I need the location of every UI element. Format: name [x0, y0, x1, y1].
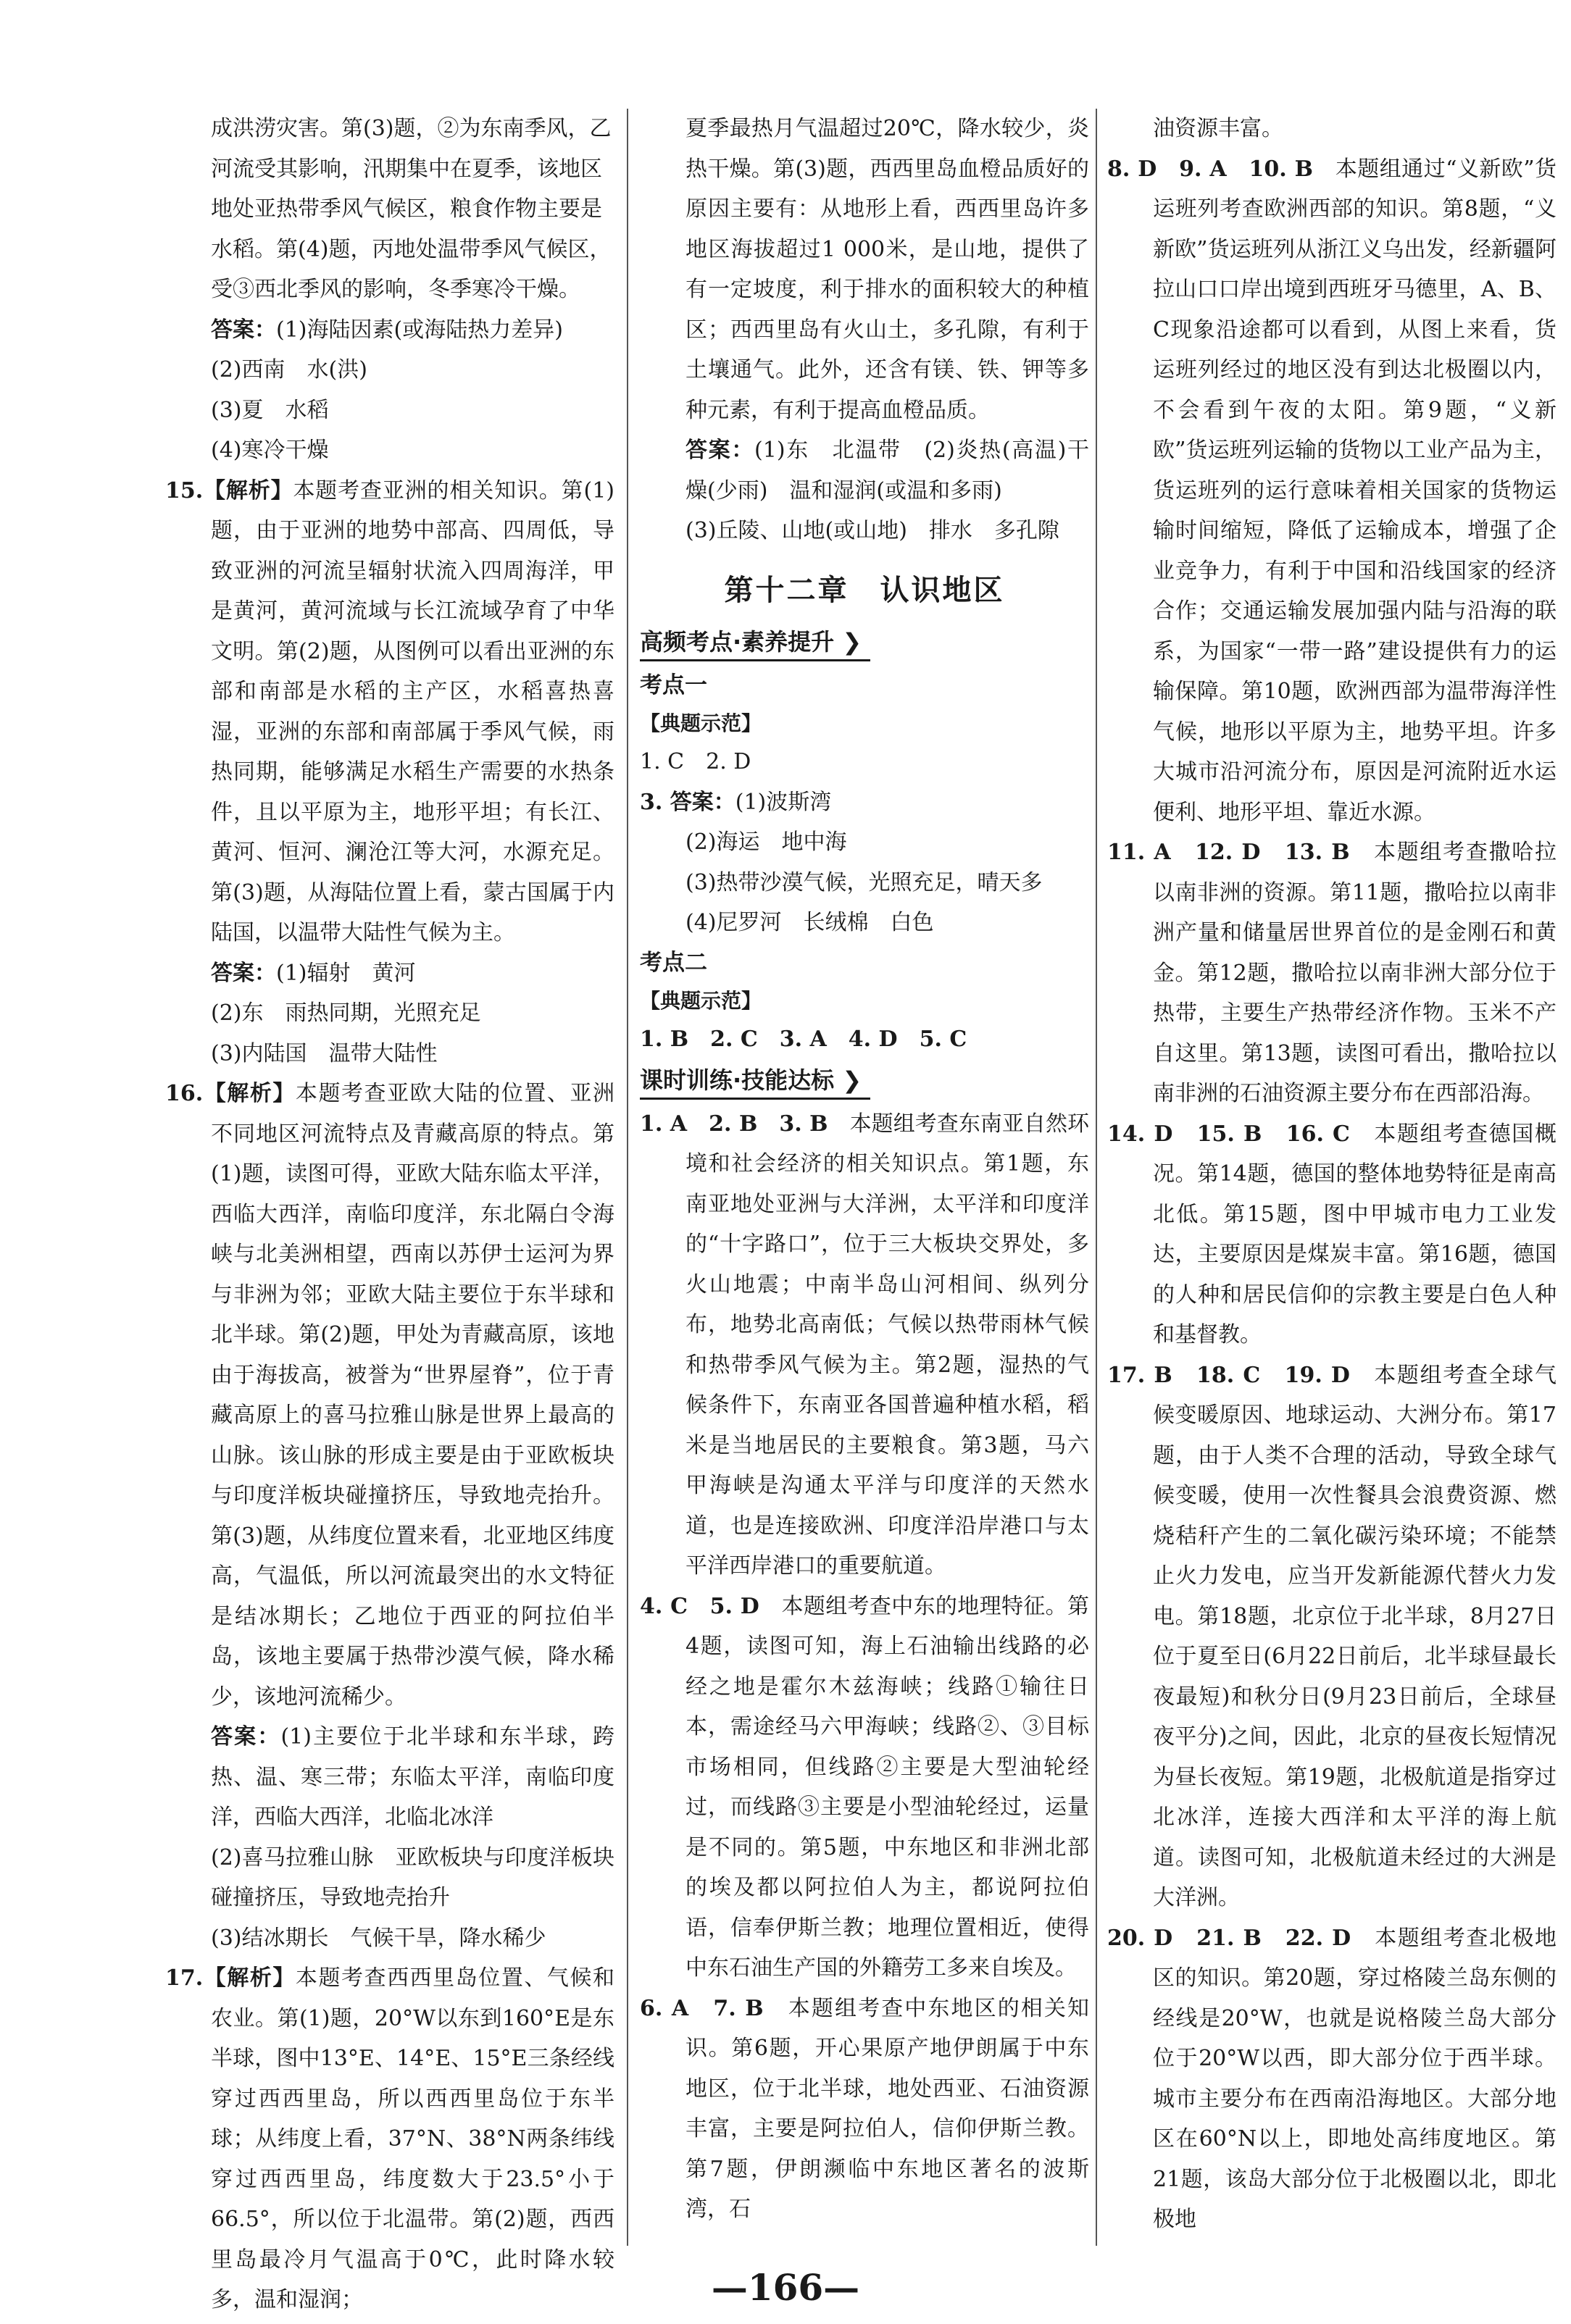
topic-heading: 考点一 [640, 672, 707, 698]
answer-label: 答案： [686, 438, 755, 463]
answer-line: (3)丘陵、山地(或山地) 排水 多孔隙 [686, 518, 1059, 543]
question-text: 本题组通过“义新欧”货运班列考查欧洲西部的知识。第8题，“义新欧”货运班列从浙江义乌出发，经新疆阿拉山口口岸出境到西班牙马德里，A、B、C现象沿途都可以看到，从图上来看，货运班列经过的地区没有到达北极圈以内，不会看到午夜的太阳。第9题，“义新欧”货运班列运输的货物以工业产品为主，货运班列的运行意味着相关国家的货物运输时间缩短，降低了运输成本，增强了企业竞争力，有利于中国和沿线国家的经济合作；交通运输发展加强内陆与沿海的联系，为国家“一带一路”建设提供有力的运输保障。第10题，欧洲西部为温带海洋性气候，地形以平原为主，地势平坦。许多大城市沿河流分布，原因是河流附近水运便利、地形平坦、靠近水源。 [1153, 156, 1557, 825]
answer-text: (1)辐射 黄河 [276, 960, 416, 986]
section-band [640, 1063, 870, 1100]
column-right [1107, 109, 1557, 2240]
text-line: 油资源丰富。 [1153, 116, 1283, 141]
example-heading: 【典题示范】 [640, 711, 762, 735]
answer-line: (4)尼罗河 长绒棉 白色 [686, 910, 934, 935]
text-line [165, 310, 614, 351]
text-line [640, 430, 1089, 511]
question-4-5 [640, 1587, 1089, 1989]
question-label: 15.【解析】 [165, 477, 293, 503]
column-divider [627, 109, 628, 2246]
question-label: 14. D 15. B 16. C [1107, 1121, 1375, 1147]
column-divider [1096, 109, 1097, 2246]
question-1-3 [640, 1104, 1089, 1587]
section-band [640, 624, 870, 661]
answer-text: (1)主要位于北半球和东半球，跨热、温、寒三带；东临太平洋，南临印度洋，西临大西洋，北临北冰洋 [211, 1724, 614, 1830]
column-left [165, 109, 614, 2320]
answer-line: 1. C 2. D [640, 749, 751, 774]
question-label: 4. C 5. D [640, 1593, 782, 1619]
question-label: 8. D 9. A 10. B [1107, 156, 1335, 182]
text-line: 夏季最热月气温超过20℃，降水较少，炎热干燥。第(3)题，西西里岛血橙品质好的原因主要有：从地形上看，西西里岛许多地区海拔超过1 000米，是山地，提供了有一定坡度，利于排水的面积较大的种植区；西西里岛有火山土，多孔隙，有利于土壤通气。此外，还含有镁、铁、钾等多种元素，有利于提高血橙品质。 [686, 116, 1089, 423]
answer-text: (1)东 北温带 (2)炎热(高温)干燥(少雨) 温和湿润(或温和多雨) [686, 438, 1089, 503]
answer-line: 1. B 2. C 3. A 4. D 5. C [640, 1027, 967, 1052]
answer-label: 答案： [211, 1724, 281, 1750]
answer-line: (3)内陆国 温带大陆性 [211, 1040, 438, 1066]
text-line [165, 1717, 614, 1838]
question-17-19 [1107, 1355, 1557, 1918]
text-line: 水稻。第(4)题，丙地处温带季风气候区， [211, 236, 612, 262]
section-title: 课时训练·技能达标 [640, 1066, 835, 1094]
example-heading: 【典题示范】 [640, 989, 762, 1013]
question-label: 16.【解析】 [165, 1081, 296, 1106]
question-text: 本题组考查中东地区的相关知识。第6题，开心果原产地伊朗属于中东地区，位于北半球，地处西亚、石油资源丰富，主要是阿拉伯人，信仰伊斯兰教。第7题，伊朗濒临中东地区著名的波斯湾，石 [686, 1995, 1089, 2222]
question-label: 3. 答案： [640, 789, 736, 815]
question-15 [165, 471, 614, 953]
answer-line: (3)夏 水稻 [211, 397, 329, 423]
answer-line: (3)结冰期长 气候干旱，降水稀少 [211, 1925, 546, 1951]
chapter-title: 第十二章 认识地区 [724, 573, 1005, 607]
question-8-10 [1107, 149, 1557, 833]
answer-line: (2)喜马拉雅山脉 亚欧板块与印度洋板块碰撞挤压，导致地壳抬升 [211, 1844, 614, 1910]
answer-line: (2)东 雨热同期，光照充足 [211, 1000, 481, 1026]
page-number: —166— [711, 2266, 860, 2309]
question-6-7 [640, 1989, 1089, 2230]
answer-line [640, 782, 1089, 823]
question-text: 本题组考查北极地区的知识。第20题，穿过格陵兰岛东侧的经线是20°W，也就是说格陵兰岛大部分位于20°W以西，即大部分位于西半球。城市主要分布在西南沿海地区。大部分地区在60°N以上，即地处高纬度地区。第21题，该岛大部分位于北极圈以北，即北极地 [1153, 1925, 1557, 2232]
chevron-right-icon: ❯ [842, 1066, 862, 1094]
question-label: 1. A 2. B 3. B [640, 1111, 850, 1137]
section-title: 高频考点·素养提升 [640, 627, 835, 656]
question-text: 本题组考查德国概况。第14题，德国的整体地势特征是南高北低。第15题，图中甲城市电力工业发达，主要原因是煤炭丰富。第16题，德国的人种和居民信仰的宗教主要是白色人种和基督教。 [1153, 1121, 1557, 1347]
question-text: 本题组考查中东的地理特征。第4题，读图可知，海上石油输出线路的必经之地是霍尔木兹海峡；线路①输往日本，需途经马六甲海峡；线路②、③目标市场相同，但线路②主要是大型油轮经过，而线路③主要是小型油轮经过，运量是不同的。第5题，中东地区和非洲北部的埃及都以阿拉伯人为主，都说阿拉伯语，信奉伊斯兰教；地理位置相近，使得中东石油生产国的外籍劳工多来自埃及。 [686, 1593, 1090, 1981]
text-line: 地处亚热带季风气候区，粮食作物主要是 [211, 196, 602, 222]
question-label: 11. A 12. D 13. B [1107, 840, 1374, 865]
text-line: 成洪涝灾害。第(3)题，②为东南季风，乙 [211, 116, 612, 141]
question-text: 本题考查亚欧大陆的位置、亚洲不同地区河流特点及青藏高原的特点。第(1)题，读图可得，亚欧大陆东临太平洋，西临大西洋，南临印度洋，东北隔白令海峡与北美洲相望，西南以苏伊士运河为界与非洲为邻；亚欧大陆主要位于东半球和北半球。第(2)题，甲处为青藏高原，该地由于海拔高，被誉为“世界屋脊”，位于青藏高原上的喜马拉雅山脉是世界上最高的山脉。该山脉的形成主要是由于亚欧板块与印度洋板块碰撞挤压，导致地壳抬升。第(3)题，从纬度位置来看，北亚地区纬度高，气温低，所以河流最突出的水文特征是结冰期长；乙地位于西亚的阿拉伯半岛，该地主要属于热带沙漠气候，降水稀少，该地河流稀少。 [211, 1081, 614, 1710]
question-20-22 [1107, 1918, 1557, 2240]
question-16 [165, 1074, 614, 1717]
column-middle [640, 109, 1089, 2230]
answer-line: (2)西南 水(洪) [211, 357, 367, 383]
question-text: 本题考查西西里岛位置、气候和农业。第(1)题，20°W以东到160°E是东半球，图中13°E、14°E、15°E三条经线穿过西西里岛，所以西西里岛位于东半球；从纬度上看，37°N、38°N两条纬线穿过西西里岛，纬度数大于23.5°小于66.5°，所以位于北温带。第(2)题，西西里岛最冷月气温高于0℃，此时降水较多，温和湿润； [211, 1965, 614, 2312]
question-text: 本题组考查撒哈拉以南非洲的资源。第11题，撒哈拉以南非洲产量和储量居世界首位的是金刚石和黄金。第12题，撒哈拉以南非洲大部分位于热带，主要生产热带经济作物。玉米不产自这里。第13题，读图可看出，撒哈拉以南非洲的石油资源主要分布在西部沿海。 [1153, 840, 1557, 1106]
answer-line: (3)热带沙漠气候，光照充足，晴天多 [686, 869, 1043, 895]
text-line: 河流受其影响，汛期集中在夏季，该地区 [211, 156, 602, 182]
answer-label: 答案： [211, 960, 276, 986]
question-text: 本题考查亚洲的相关知识。第(1)题，由于亚洲的地势中部高、四周低，导致亚洲的河流呈辐射状流入四周海洋，甲是黄河，黄河流域与长江流域孕育了中华文明。第(2)题，从图例可以看出亚洲的东部和南部是水稻的主产区，水稻喜热喜湿，亚洲的东部和南部属于季风气候，雨热同期，能够满足水稻生产需要的水热条件，且以平原为主，地形平坦；有长江、黄河、恒河、澜沧江等大河，水源充足。第(3)题，从海陆位置上看，蒙古国属于内陆国，以温带大陆性气候为主。 [211, 477, 614, 945]
question-label: 6. A 7. B [640, 1995, 788, 2021]
question-label: 20. D 21. B 22. D [1107, 1925, 1375, 1951]
text-line: 受③西北季风的影响，冬季寒冷干燥。 [211, 277, 580, 302]
question-text: 本题组考查东南亚自然环境和社会经济的相关知识点。第1题，东南亚地处亚洲与大洋洲，太平洋和印度洋的“十字路口”，位于三大板块交界处，多火山地震；中南半岛山河相间、纵列分布，地势北高南低；气候以热带雨林气候和热带季风气候为主。第2题，湿热的气候条件下，东南亚各国普遍种植水稻，稻米是当地居民的主要粮食。第3题，马六甲海峡是沟通太平洋与印度洋的天然水道，也是连接欧洲、印度洋沿岸港口与太平洋西岸港口的重要航道。 [686, 1111, 1090, 1579]
question-14-16 [1107, 1114, 1557, 1355]
question-label: 17.【解析】 [165, 1965, 296, 1991]
question-text: 本题组考查全球气候变暖原因、地球运动、大洲分布。第17题，由于人类不合理的活动，导致全球气候变暖，使用一次性餐具会浪费资源、燃烧秸秆产生的二氧化碳污染环境；不能禁止火力发电，应当开发新能源代替火力发电。第18题，北京位于北半球，8月27日位于夏至日(6月22日前后，北半球昼最长夜最短)和秋分日(9月23日前后，全球昼夜平分)之间，因此，北京的昼夜长短情况为昼长夜短。第19题，北极航道是指穿过北冰洋，连接大西洋和太平洋的海上航道。读图可知，北极航道未经过的大洲是大洋洲。 [1153, 1362, 1557, 1910]
question-label: 17. B 18. C 19. D [1107, 1362, 1375, 1388]
topic-heading: 考点二 [640, 949, 707, 976]
text-line [165, 953, 614, 994]
answer-text: (1)波斯湾 [735, 789, 832, 815]
answer-line: (2)海运 地中海 [686, 829, 847, 855]
question-11-13 [1107, 832, 1557, 1114]
answer-text: (1)海陆因素(或海陆热力差异) [276, 317, 563, 343]
chevron-right-icon: ❯ [842, 627, 862, 656]
answer-line: (4)寒冷干燥 [211, 438, 329, 463]
answer-label: 答案： [211, 317, 276, 343]
